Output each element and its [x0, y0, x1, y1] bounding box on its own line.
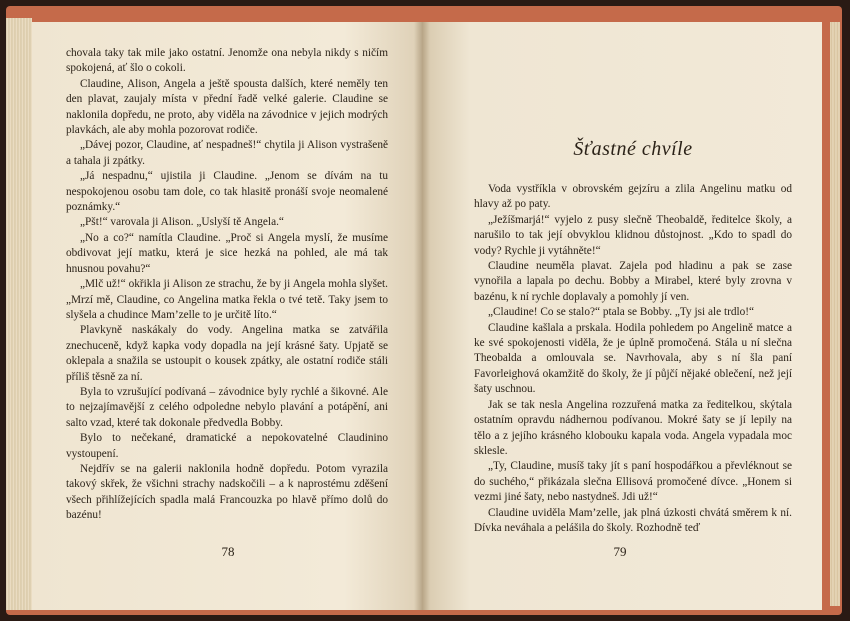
paragraph: Bylo to nečekané, dramatické a nepokovatelné Claudinino vystoupení.	[66, 432, 388, 460]
left-page-text	[66, 46, 388, 524]
paragraph: Jak se tak nesla Angelina rozzuřená matka za ředitelkou, skýtala ostatním opravdu nádhernou podívanou. Mokré šaty se jí lepily na tělo a z jejího krásného klobouku kapala voda. Angela vypadala moc sklesle.	[474, 398, 792, 457]
page-number-right: 79	[613, 544, 627, 559]
right-page	[422, 22, 822, 610]
left-page	[32, 22, 422, 610]
paragraph: Claudine neuměla plavat. Zajela pod hladinu a pak se zase vynořila a lapala po dechu. Bobby a Mirabel, které byly zrovna v bazénu, k ní rychle doplavaly a pomohly jí ven.	[474, 260, 792, 303]
paragraph: „Ježíšmarjá!“ vyjelo z pusy slečně Theobaldě, ředitelce školy, a narušilo to tak její obvyklou klidnou důstojnost. „Kdo to spadl do vody? Rychle ji vytáhněte!“	[474, 213, 792, 257]
paragraph: Voda vystříkla v obrovském gejzíru a zlila Angelinu matku od hlavy až po paty.	[474, 183, 792, 211]
paragraph: „No a co?“ namítla Claudine. „Proč si Angela myslí, že musíme obdivovat její matku, která je sice hezká na pohled, ale má tak hnusnou povahu?“	[66, 231, 388, 275]
paragraph: „Dávej pozor, Claudine, ať nespadneš!“ chytila ji Alison vystrašeně a tahala ji zpátky.	[66, 139, 388, 167]
page-edges-left	[6, 18, 32, 610]
page-number-left: 78	[221, 544, 235, 559]
book-gutter	[414, 22, 430, 610]
paragraph: „Claudine! Co se stalo?“ ptala se Bobby. „Ty jsi ale trdlo!“	[488, 306, 755, 319]
paragraph: „Já nespadnu,“ ujistila ji Claudine. „Jenom se dívám na tu nespokojenou osobu tam dole, co tak hlasitě pronáší svoje neomalené poznámky.“	[66, 170, 388, 214]
page-edges-right	[830, 22, 840, 606]
paragraph: Claudine kašlala a prskala. Hodila pohledem po Angelině matce a ke své spokojenosti viděla, že je úplně promočená. Stála u ní slečna Theobalda a omlouvala se. Navrhovala, aby s ní šla paní Favorleighová okamžitě do školy, že jí půjčí nějaké oblečení, než její šaty uschnou.	[474, 321, 792, 396]
paragraph: „Pšt!“ varovala ji Alison. „Uslyší tě Angela.“	[80, 216, 284, 229]
paragraph: Claudine uviděla Mam’zelle, jak plná úzkosti chvátá směrem k ní. Dívka neváhala a pelášila do školy. Rozhodně teď	[474, 506, 792, 534]
chapter-title: Šťastné chvíle	[573, 138, 693, 160]
paragraph: „Mlč už!“ okřikla ji Alison ze strachu, že by ji Angela mohla slyšet. „Mrzí mě, Claudine, co Angelina matka řekla o tvé tetě. Taky jsem to slyšela a chudince Mam’zelle to je určitě líto.“	[66, 278, 388, 321]
right-page-text	[474, 182, 792, 536]
paragraph: Nejdřív se na galerii naklonila hodně dopředu. Potom vyrazila takový skřek, že všichni strachy nadskočili – a k naprostému zděšení všech přihlížejících spadla malá Francouzka po hlavě přímo dolů do bazénu!	[66, 462, 388, 522]
paragraph: chovala taky tak mile jako ostatní. Jenomže ona nebyla nikdy s ničím spokojená, ať šlo o cokoli.	[66, 47, 388, 75]
paragraph: „Ty, Claudine, musíš taky jít s paní hospodářkou a převléknout se do suchého,“ přikázala slečna Ellisová promočené dívce. „Honem si vezmi jiné šaty, nebo nastydneš. Jdi už!“	[474, 460, 792, 504]
paragraph: Plavkyně naskákaly do vody. Angelina matka se zatvářila znechuceně, když kapka vody dopadla na její krásné šaty. Upjatě se oklepala a snažila se ustoupit o kousek zpátky, ale ostatní rodiče stáli příliš těsně za ní.	[66, 324, 388, 383]
paragraph: Claudine, Alison, Angela a ještě spousta dalších, které neměly ten den plavat, zaujaly místa v přední řadě velké galerie. Claudine se naklonila dopředu, ne proto, aby viděla na závodnice v jejich modrých plavkách, ale aby mohla pozorovat rodiče.	[66, 77, 388, 137]
paragraph: Byla to vzrušující podívaná – závodnice byly rychlé a šikovné. Ale to nejzajímavější z celého odpoledne nebylo plavání a potápění, ani salto vzad, které tak dokonale předvedla Bobby.	[66, 385, 388, 429]
